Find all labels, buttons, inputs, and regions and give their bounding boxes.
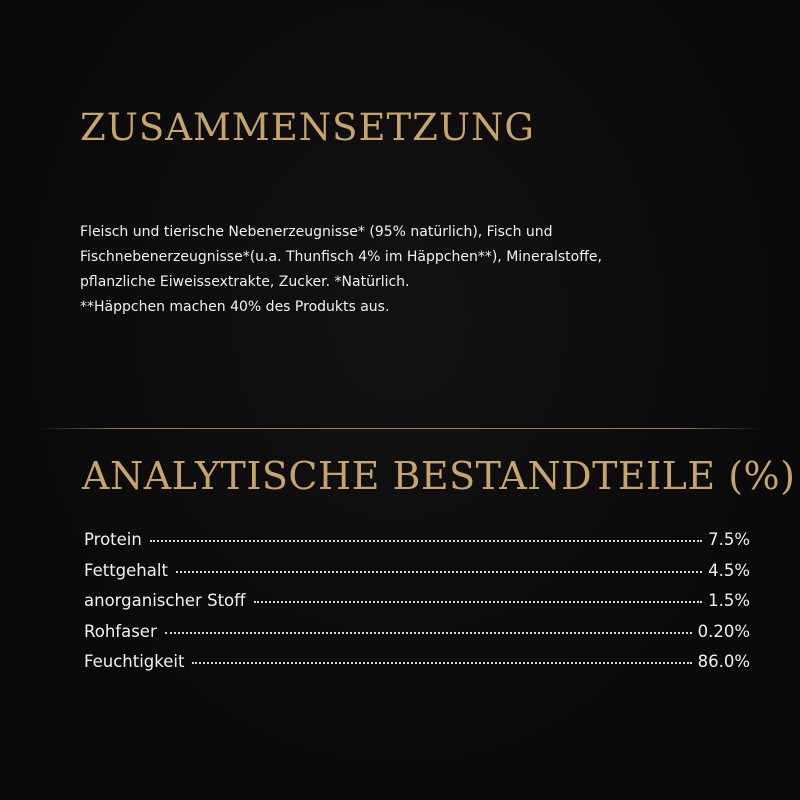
dot-leader [165, 631, 692, 634]
row-label: Fettgehalt [84, 560, 168, 580]
dot-leader [176, 570, 702, 573]
composition-title: ZUSAMMENSETZUNG [80, 106, 535, 149]
row-label: Rohfaser [84, 621, 157, 641]
dot-leader [192, 661, 691, 664]
composition-line: Fischnebenerzeugnisse*(u.a. Thunfisch 4% im Häppchen**), Mineralstoffe, [80, 249, 602, 265]
analytics-row-fat [84, 559, 750, 590]
dot-leader [150, 539, 702, 542]
row-label: anorganischer Stoff [84, 591, 246, 610]
analytics-row-protein [84, 528, 750, 559]
row-label: Feuchtigkeit [84, 652, 185, 671]
dot-leader [254, 600, 703, 603]
composition-text [80, 220, 720, 320]
composition-line: pflanzliche Eiweissextrakte, Zucker. *Natürlich. [80, 274, 410, 290]
gold-divider [38, 428, 762, 429]
analytics-title: ANALYTISCHE BESTANDTEILE (%) [82, 454, 796, 498]
row-value: 86.0% [697, 652, 750, 671]
row-value: 1.5% [708, 591, 750, 610]
composition-line: Fleisch und tierische Nebenerzeugnisse* (95% natürlich), Fisch und [80, 224, 553, 240]
analytics-list [84, 528, 750, 681]
analytics-row-moisture [84, 650, 750, 681]
composition-line: **Häppchen machen 40% des Produkts aus. [80, 299, 390, 315]
analytics-row-fibre [84, 620, 750, 651]
row-value: 7.5% [708, 530, 750, 549]
row-value: 0.20% [697, 621, 750, 641]
row-value: 4.5% [708, 560, 750, 580]
analytics-row-ash [84, 589, 750, 620]
row-label: Protein [84, 530, 142, 549]
